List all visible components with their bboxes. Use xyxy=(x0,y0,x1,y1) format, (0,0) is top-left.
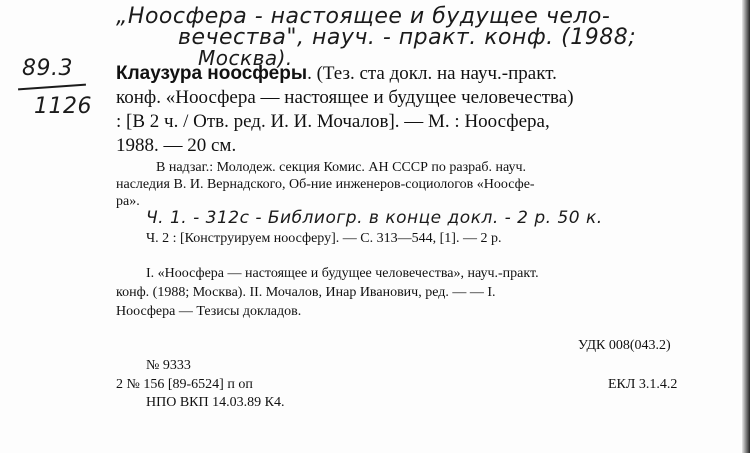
entry-line-4: 1988. — 20 см. xyxy=(116,135,237,156)
note-line-1: В надзаг.: Молодеж. секция Комис. АН СССР по разраб. науч. xyxy=(156,160,527,175)
card-number: № 9333 xyxy=(146,358,191,373)
shelf-mark-classification: 89.3 xyxy=(22,56,73,81)
card-scan-edge xyxy=(742,0,750,453)
tracing-line-3: Ноосфера — Тезисы докладов. xyxy=(116,304,302,319)
handwritten-title-line-1: „Ноосфера - настоящее и будущее чело- xyxy=(116,4,611,29)
handwritten-title-line-3: Москва). xyxy=(198,46,293,70)
tracing-line-2: конф. (1988; Москва). II. Мочалов, Инар Иванович, ред. — — I. xyxy=(116,285,496,300)
shelf-mark-author-sign: 1126 xyxy=(34,94,92,119)
udk-code: УДК 008(043.2) xyxy=(578,338,671,353)
footer-line-3: НПО ВКП 14.03.89 К4. xyxy=(146,395,285,410)
shelf-mark-underline xyxy=(18,84,86,91)
entry-title: Клаузура ноосферы xyxy=(116,63,308,84)
note-line-2: наследия В. И. Вернадского, Об-ние инженеров-социологов «Ноосфе- xyxy=(116,177,535,192)
volume-2-line: Ч. 2 : [Конструируем ноосферу]. — С. 313—544, [1]. — 2 р. xyxy=(146,231,502,246)
ekl-code: ЕКЛ 3.1.4.2 xyxy=(608,377,678,392)
entry-line-1-rest: . (Тез. ста докл. на науч.-практ. xyxy=(307,63,557,84)
handwritten-title-line-2: вечества", науч. - практ. конф. (1988; xyxy=(178,25,637,50)
entry-line-3: : [В 2 ч. / Отв. ред. И. И. Мочалов]. — М. : Ноосфера, xyxy=(116,111,550,132)
handwritten-volume-1-note: Ч. 1. - 312с - Библиогр. в конце докл. - 2 р. 50 к. xyxy=(146,208,603,228)
entry-line-1 xyxy=(116,62,557,86)
tracing-line-1: I. «Ноосфера — настоящее и будущее человечества», науч.-практ. xyxy=(146,266,539,281)
entry-line-2: конф. «Ноосфера — настоящее и будущее человечества) xyxy=(116,87,574,108)
footer-line-2: 2 № 156 [89-6524] п оп xyxy=(116,377,253,392)
note-line-3: ра». xyxy=(116,194,140,209)
